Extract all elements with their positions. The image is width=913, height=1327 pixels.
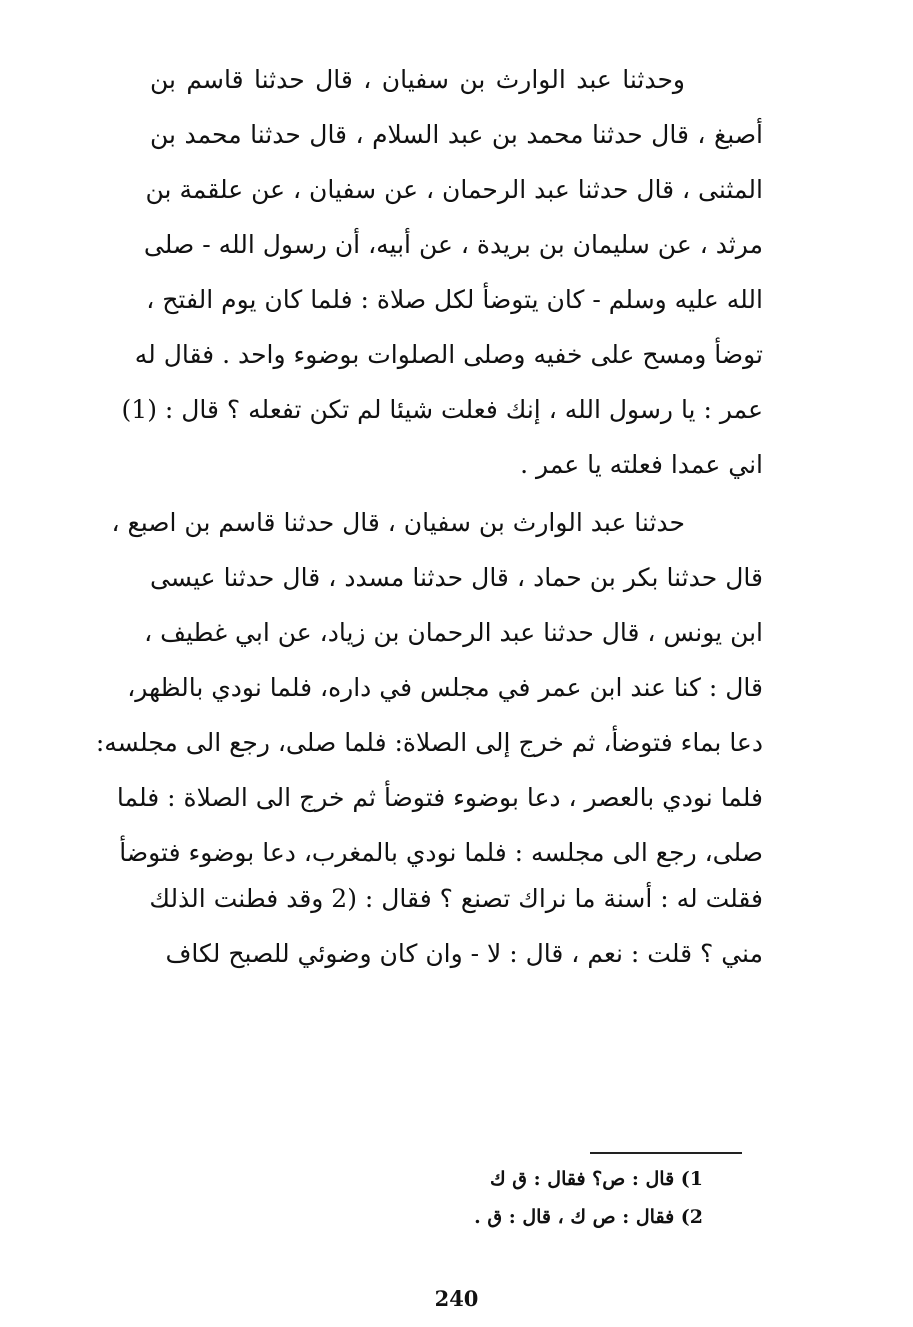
text-line: الله عليه وسلم - كان يتوضأ لكل صلاة : فلما كان يوم الفتح ، — [146, 285, 763, 314]
text-line: عمر : يا رسول الله ، إنك فعلت شيئا لم تكن تفعله ؟ قال : (1) — [121, 395, 763, 424]
footnote-divider — [590, 1152, 742, 1154]
text-line: حدثنا عبد الوارث بن سفيان ، قال حدثنا قاسم بن اصبع ، — [111, 508, 685, 537]
text-line: وحدثنا عبد الوارث بن سفيان ، قال حدثنا قاسم بن — [150, 65, 685, 94]
text-line: ابن يونس ، قال حدثنا عبد الرحمان بن زياد، عن ابي غطيف ، — [144, 618, 763, 647]
footnote-2: 2) فقال : ص ك ، قال : ق . — [474, 1206, 703, 1228]
text-line: قال : كنا عند ابن عمر في مجلس في داره، فلما نودي بالظهر، — [127, 673, 763, 702]
text-line: المثنى ، قال حدثنا عبد الرحمان ، عن سفيان ، عن علقمة بن — [145, 175, 763, 204]
text-line: فقلت له : أسنة ما نراك تصنع ؟ فقال : (2 وقد فطنت الذلك — [149, 884, 763, 913]
text-line: اني عمدا فعلته يا عمر . — [520, 450, 763, 479]
text-line: مرثد ، عن سليمان بن بريدة ، عن أبيه، أن رسول الله - صلى — [143, 230, 763, 259]
text-line: دعا بماء فتوضأ، ثم خرج إلى الصلاة: فلما صلى، رجع الى مجلسه: — [95, 728, 763, 757]
page-number: 240 — [434, 1286, 479, 1311]
text-line: أصبغ ، قال حدثنا محمد بن عبد السلام ، قال حدثنا محمد بن — [150, 120, 763, 149]
text-line: قال حدثنا بكر بن حماد ، قال حدثنا مسدد ، قال حدثنا عيسى — [150, 563, 763, 592]
text-line: توضأ ومسح على خفيه وصلى الصلوات بوضوء واحد . فقال له — [134, 340, 763, 369]
text-line: فلما نودي بالعصر ، دعا بوضوء فتوضأ ثم خرج الى الصلاة : فلما — [116, 783, 763, 812]
footnote-1: 1) قال : ص؟ فقال : ق ك — [490, 1168, 703, 1190]
text-line: مني ؟ قلت : نعم ، قال : لا - وان كان وضوئي للصبح لكاف — [165, 939, 763, 968]
text-line: صلى، رجع الى مجلسه : فلما نودي بالمغرب، دعا بوضوء فتوضأ — [119, 838, 763, 867]
